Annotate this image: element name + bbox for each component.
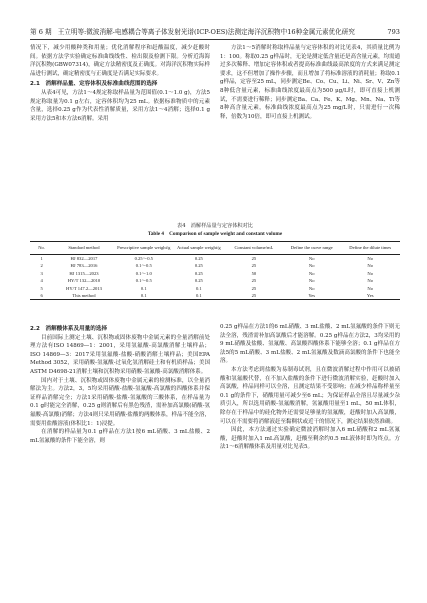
- table-cell: 6: [30, 292, 53, 300]
- table-cell: No: [367, 285, 374, 291]
- sample-comparison-table: [30, 241, 400, 300]
- paragraph: 本方法考虑到盐酸为易制毒试剂，且在微波消解过程中作用可以被硝酸和氢氟酸代替，在不加入盐酸的条件下进行微波消解实验，赶酸时加入高氯酸，样品同样可以全溶，且测定结果不受影响；在减少样品称样量至0.1 g的条件下，硝酸用量可减少至6 mL；为保证样品全溶且尽量减少杂质引入，所以选用硝酸-氢氟酸消解，氢氟酸用量至1 mL，50 mL体积，除存在于样品中的硅化物外还需要足够量的氢氟酸，赶酸时加入高氯酸，可以在不需要将消解液赶至黏稠状或近干的情况下，测定结果依然准确。: [220, 366, 400, 425]
- left-column-bottom: [30, 323, 210, 445]
- paragraph: 方法1～5消解时称取样品量与定容体积的对比见表4，其质量比例为1：100。称取0.25 g样品时，无论是测定低含量还是高含量元素，均需通过多次稀释、增加定容体积或者提高标准曲线最高浓度的方式来满足测定要求，这不但增加了操作步骤，而且增加了将标准溶液的消耗量；称取0.1 g样品，定容至25 mL，同步测定Be、Co、Cu、Li、Ni、Sr、V、Zn等8种低含量元素，标准曲线浓度最高点为500 μg/L时，即可直接上机测试，不需要进行稀释；同步测定Ba、Ca、Fe、K、Mg、Mn、Na、Ti等8种高含量元素，标准曲线浓度最高点为25 mg/L时，只需进行一次稀释，倍数为10倍，即可直接上机测试。: [220, 45, 401, 120]
- table-cell: No: [308, 270, 315, 276]
- table-row: [30, 285, 400, 292]
- column-header: Constant volume/mL: [225, 242, 283, 255]
- table-cell: 0.1: [173, 292, 225, 300]
- table-cell: HY/T 147.2—2013: [66, 285, 102, 291]
- table-cell: 50: [251, 270, 257, 276]
- table-cell: 0.1～1.0: [135, 270, 152, 276]
- table-cell: 25: [251, 278, 257, 284]
- table-cell: This method: [53, 292, 115, 300]
- table-cell: Yes: [340, 292, 400, 300]
- paragraph: 目前国际上测定土壤、沉积物或固体废物中金属元素的全量消解前处理方法有ISO 14869—1：2001，采用氢氟酸-高氯酸消解土壤样品；ISO 14869—3：2017采用氢氟酸-盐酸-硝酸消解土壤样品；美国EPA Method 3052，采用硝酸-氢氟酸-过氧化氢消解硅土和有机质样品；美国ASTM D4698-21消解土壤和沉积物采用硝酸-氢氟酸-高氯酸消解体系。: [30, 334, 210, 375]
- table-cell: 3: [40, 270, 43, 276]
- table-cell: 25: [251, 285, 257, 291]
- table-cell: 0.25: [194, 256, 203, 261]
- table-cell: 0.1: [195, 285, 202, 291]
- table-cell: Yes: [283, 292, 341, 300]
- table-cell: 0.1～0.5: [135, 278, 152, 284]
- running-header: [30, 28, 400, 37]
- column-header: Standard method: [53, 242, 115, 255]
- table-cell: 25: [251, 256, 257, 261]
- section-heading-2-2: 2.2 消解酸体系及用量的选择: [30, 325, 108, 332]
- running-title: 王立明等:微波消解-电感耦合等离子体发射光谱(ICP-OES)法测定海洋沉积物中16种金属元素优化研究: [57, 28, 355, 36]
- table-cell: No: [308, 256, 315, 261]
- table-cell: No: [308, 278, 315, 284]
- table-cell: No: [367, 278, 374, 284]
- table-cell: HJ 832—2017: [70, 256, 98, 261]
- paragraph: 0.25 g样品在方法1的6 mL硝酸、3 mL盐酸、2 mL氢氟酸的条件下则无法全溶，残渣需补加高氯酸后才能溶解。0.25 g样品在方法2，3均采用的9 mL硝酸及盐酸、氢氟酸、高氯酸四酸体系下能够全溶；0.1 g样品在方法5的5 mL硝酸、3 mL盐酸、2 mL氢氟酸及数滴高氯酸的条件下也能全溶。: [220, 324, 400, 365]
- table-caption-en: Table 4 Comparison of sample weight and constant volume: [147, 231, 283, 237]
- table-cell: HJ 783—2016: [70, 263, 98, 269]
- table-cell: No: [308, 263, 315, 269]
- table-cell: 0.25～0.5: [134, 256, 153, 261]
- table-cell: 25: [225, 292, 283, 300]
- table-cell: 1: [40, 256, 43, 261]
- paragraph: 因此，本方法通过实验确定微波消解时加入6 mL硝酸和2 mL氢氟酸，赶酸时加入1 mL高氯酸，赶酸至剩余约0.5 mL液体时即为终点。方法1～6消解酸体系及用量对比见表5。: [220, 427, 400, 451]
- table-cell: 5: [40, 285, 43, 291]
- page-number: 793: [387, 28, 400, 36]
- issue-number: 第 6 期: [30, 28, 52, 36]
- table-cell: 2: [40, 263, 43, 269]
- column-header: Define the curve range: [283, 242, 341, 255]
- table-caption-cn: 表4 消解样品量与定容体积对比: [177, 223, 253, 229]
- table-row: [30, 277, 400, 284]
- table-cell: No: [367, 270, 374, 276]
- table-cell: 0.1～0.5: [135, 263, 152, 269]
- table-row: [30, 262, 400, 269]
- table-cell: 0.25: [194, 278, 203, 284]
- table-cell: 0.25: [194, 270, 203, 276]
- header-rule: [30, 39, 400, 40]
- right-column-bottom: [220, 323, 400, 452]
- table-cell: 4: [40, 278, 43, 284]
- table-cell: 0.25: [194, 263, 203, 269]
- table-row: [30, 270, 400, 277]
- table-row: [30, 292, 400, 300]
- column-header: Prescriptive sample weight/g: [115, 242, 173, 255]
- table-cell: 25: [251, 263, 257, 269]
- column-header: No.: [30, 242, 53, 255]
- table-cell: HY/T 132—2010: [67, 278, 101, 284]
- paragraph: 在消解的样品量为0.1 g样品在方法1按6 mL硝酸、3 mL盐酸、2 mL氢氟酸的条件下能全溶，则: [30, 429, 210, 444]
- column-header: Actual sample weight/g: [173, 242, 225, 255]
- section-heading-2-1: 2.1 消解样品量、定容体积及标准曲线范围的选择: [30, 80, 158, 87]
- table-cell: No: [367, 263, 374, 269]
- paragraph: 从表4可见，方法1～4规定称取样品量为范围值(0.1～1.0 g)，方法5规定称取量为0.1 g左右，定容体积均为25 mL。依据标准物质中的元素含量，选择0.25 g作为代表性消解质量，采用方法1～4消解；选择0.1 g采用方法5和本方法6消解。采用: [30, 89, 210, 122]
- table-cell: HJ 1315—2023: [69, 270, 99, 276]
- table-row: [30, 255, 400, 263]
- table-cell: 0.1: [140, 285, 147, 291]
- table-cell: No: [308, 285, 315, 291]
- left-column-top: [30, 44, 210, 123]
- table-cell: No: [367, 256, 374, 261]
- table-cell: 0.1: [115, 292, 173, 300]
- right-column-top: [220, 44, 400, 121]
- paragraph: 情况下，减少用酸种类和用量；优化消解程序和赶酸温度，减少赶酸时间。依据方法学实验确定标准曲线线性、检出限及检测下限。分析近海海洋沉积物(GBW07314)，确定方法精密度及正确度。对海洋沉积物实际样品进行测试，确定精密度与正确度是否满足实际要求。: [30, 45, 210, 77]
- column-header: Define the dilute times: [340, 242, 400, 255]
- paragraph: 国内对于土壤、沉积物或固体废物中金属元素的检测标准，以全量消解法为主。方法2，3，5均采用硝酸-盐酸-氢氟酸-高氯酸的四酸体系并保证样品消解完全；方法1采用硝酸-盐酸-氢氟酸的三酸体系，在样品量为0.1 g时能完全消解，0.25 g则消解后有黑色残渣，需补加高氯酸(硝酸-氢氟酸-高氯酸)消解；方法4则只采用硝酸-盐酸的两酸体系，样品不能全溶，需要用盐酸溶液(体积比1：1)浸提。: [30, 377, 210, 427]
